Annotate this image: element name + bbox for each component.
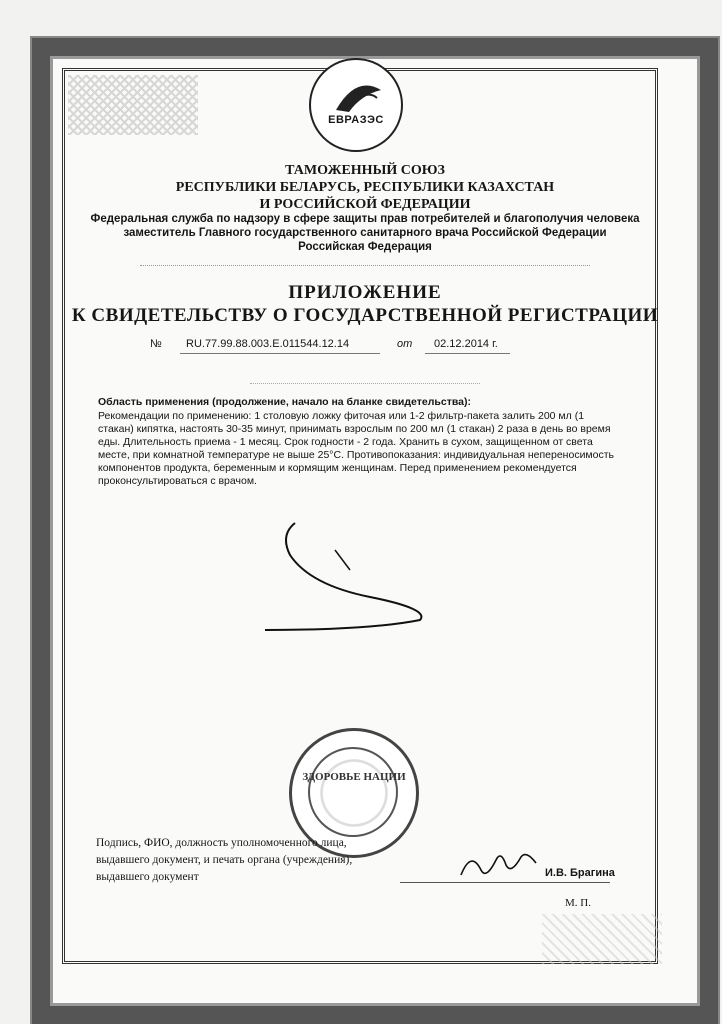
handwritten-stroke <box>250 505 450 645</box>
header-union: ТАМОЖЕННЫЙ СОЮЗ <box>285 163 445 178</box>
signature-line <box>400 882 610 883</box>
document-subtitle: К СВИДЕТЕЛЬСТВУ О ГОСУДАРСТВЕННОЙ РЕГИСТРАЦИИ <box>71 305 659 326</box>
document-title: ПРИЛОЖЕНИЕ <box>288 282 442 303</box>
registration-date: 02.12.2014 г. <box>434 338 498 350</box>
header-country: Российская Федерация <box>298 241 432 253</box>
usage-paragraph: Рекомендации по применению: 1 столовую ложку фиточая или 1-2 фильтр-пакета залить 200 мл (1 стакан) кипятка, настоять 30-35 минут, принимать взрослым по 200 мл (1 стакан) 2 раза в день во время еды. Длительность приема - 1 месяц. Срок годности - 2 года. Хранить в сухом, защищенном от света месте, при комнатной температуре не выше 25°С. Противопоказания: индивидуальная непереносимость компонентов продукта, беременным и кормящим женщинам. Перед применением рекомендуется проконсультироваться с врачом. <box>98 410 615 487</box>
divider <box>250 383 480 384</box>
header-republics: РЕСПУБЛИКИ БЕЛАРУСЬ, РЕСПУБЛИКИ КАЗАХСТАН <box>175 180 555 195</box>
emblem-label: ЕВРАЗЭС <box>328 114 384 126</box>
number-underline <box>180 353 380 354</box>
seal-inner-ring <box>308 747 398 837</box>
header-agency: Федеральная служба по надзору в сфере защиты прав потребителей и благополучия человека <box>90 213 640 225</box>
date-underline <box>425 353 510 354</box>
registration-number: RU.77.99.88.003.E.011544.12.14 <box>186 338 350 350</box>
seal-text: ЗДОРОВЬЕ НАЦИИ <box>302 771 406 783</box>
emblem-icon <box>311 60 401 150</box>
decorative-pattern <box>542 914 662 964</box>
header-russia: И РОССИЙСКОЙ ФЕДЕРАЦИИ <box>259 197 471 212</box>
divider <box>140 265 590 266</box>
signer-name: И.В. Брагина <box>545 867 615 879</box>
signature-mark <box>456 845 546 885</box>
scope-heading: Область применения (продолжение, начало на бланке свидетельства): <box>98 396 471 408</box>
seal-placeholder: М. П. <box>565 897 591 909</box>
decorative-pattern <box>68 75 198 135</box>
header-deputy: заместитель Главного государственного санитарного врача Российской Федерации <box>123 227 607 239</box>
registration-date-label: от <box>397 338 413 350</box>
registration-number-label: № <box>150 338 162 350</box>
eurasec-emblem <box>309 58 403 152</box>
signature-caption: Подпись, ФИО, должность уполномоченного лица, выдавшего документ, и печать органа (учреждения), выдавшего документ <box>96 837 353 883</box>
